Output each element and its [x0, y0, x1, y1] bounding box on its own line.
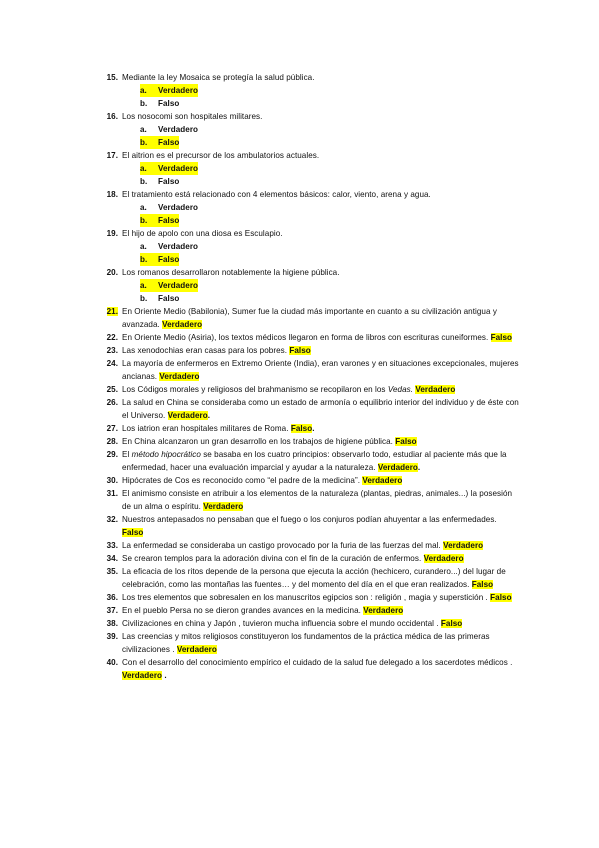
statement-number-text: 26.: [106, 398, 118, 407]
statement-row: [100, 305, 520, 331]
statement-number: [100, 565, 122, 591]
answer-highlight: Falso: [490, 593, 512, 602]
option-letter: a.: [140, 162, 158, 175]
statement-text-before: El: [122, 450, 132, 459]
statement-row: [100, 474, 520, 487]
statement-text: [122, 448, 520, 474]
question-row: [100, 227, 520, 240]
answer-highlight: Falso: [471, 580, 494, 589]
option-text: Verdadero: [158, 203, 199, 212]
question-number: 20.: [106, 268, 118, 277]
statement-text-body: El animismo consiste en atribuir a los elementos de la naturaleza (plantas, piedras, animales...) la posesión de un alma o espíritu.: [122, 489, 513, 511]
answer-highlight: Verdadero: [423, 554, 464, 563]
statement-row: [100, 448, 520, 474]
question-number: 19.: [106, 229, 118, 238]
statement-text-italic: Vedas.: [387, 385, 414, 394]
statement-row: [100, 513, 520, 539]
statement-number: [100, 435, 122, 448]
question-text: Mediante la ley Mosaica se protegía la salud pública.: [122, 73, 315, 82]
statement-text-italic: método hipocrático: [131, 450, 201, 459]
statement-text: [122, 357, 520, 383]
answer-option-a: [100, 279, 520, 292]
statement-number: [100, 344, 122, 357]
statement-row: [100, 591, 520, 604]
statement-number: [100, 630, 122, 656]
statement-number-text: 25.: [106, 385, 118, 394]
question-text: Los nosocomi son hospitales militares.: [122, 112, 263, 121]
answer-highlight: Verdadero: [167, 411, 208, 420]
statement-text-body: La mayoría de enfermeros en Extremo Oriente (India), eran varones y en situaciones excepcionales, mujeres ancianas.: [122, 359, 519, 381]
statement-text: [122, 591, 520, 604]
statement-number-text: 34.: [106, 554, 118, 563]
statement-number-text: 39.: [106, 632, 118, 641]
answer-highlight: Verdadero: [377, 463, 418, 472]
answer-option-a: [100, 162, 520, 175]
statement-number-text: 29.: [106, 450, 118, 459]
statement-text-body: En Oriente Medio (Babilonia), Sumer fue la ciudad más importante en cuanto a su civilización antigua y avanzada.: [122, 307, 497, 329]
answer-option-b: [100, 175, 520, 188]
answer-suffix: .: [312, 424, 315, 433]
question-number: 16.: [106, 112, 118, 121]
statement-text-after: se basaba en los cuatro principios: observarlo todo, estudiar al paciente más que la enfermedad, hacer una evaluación imparcial y ayudar a la naturaleza.: [122, 450, 507, 472]
answer-option-a: [100, 123, 520, 136]
statement-text: [122, 513, 520, 539]
statement-number-text: 33.: [106, 541, 118, 550]
statement-row: [100, 617, 520, 630]
answer-highlight: Falso: [440, 619, 463, 628]
statement-row: [100, 630, 520, 656]
option-text: Falso: [158, 138, 180, 147]
answer-highlight: Verdadero: [363, 606, 404, 615]
statement-text: [122, 617, 520, 630]
answer-highlight: Falso: [290, 424, 313, 433]
statement-number-text: 37.: [106, 606, 118, 615]
statement-text-body: Las xenodochias eran casas para los pobres.: [122, 346, 288, 355]
statement-row: [100, 604, 520, 617]
statement-number-text: 38.: [106, 619, 118, 628]
statement-text: [122, 344, 520, 357]
statement-number: [100, 396, 122, 422]
statement-row: [100, 552, 520, 565]
statement-number-text: 35.: [106, 567, 118, 576]
statement-number: [100, 305, 122, 331]
statement-number-text: 28.: [106, 437, 118, 446]
option-letter: a.: [140, 203, 147, 212]
option-letter: a.: [140, 125, 147, 134]
question-text: El hijo de apolo con una diosa es Esculapio.: [122, 229, 283, 238]
statement-number-text: 22.: [106, 333, 118, 342]
statement-row: [100, 422, 520, 435]
statement-row: [100, 435, 520, 448]
statement-number: [100, 331, 122, 344]
question-list: [100, 71, 520, 682]
statement-text: [122, 474, 520, 487]
answer-suffix: .: [207, 411, 211, 420]
answer-option-a: [100, 84, 520, 97]
statement-text-body: Nuestros antepasados no pensaban que el fuego o los conjuros podían ahuyentar a las enfermedades.: [122, 515, 497, 524]
statement-text-body: Se crearon templos para la adoración divina con el fin de la curación de enfermos.: [122, 554, 422, 563]
answer-highlight: Verdadero: [203, 502, 244, 511]
statement-number-text: 21.: [106, 307, 118, 316]
option-letter: a.: [140, 279, 158, 292]
option-text: Verdadero: [158, 281, 199, 290]
question-row: [100, 188, 520, 201]
statement-number: [100, 448, 122, 474]
answer-option-a: [100, 240, 520, 253]
statement-text-body: En Oriente Medio (Asiria), los textos médicos llegaron en forma de libros con escrituras cuneiformes.: [122, 333, 489, 342]
question-text: El aitrion es el precursor de los ambulatorios actuales.: [122, 151, 320, 160]
answer-option-b: [100, 292, 520, 305]
statement-text: [122, 656, 520, 682]
option-letter: b.: [140, 177, 148, 186]
option-text: Falso: [158, 255, 180, 264]
statement-text-body: En el pueblo Persa no se dieron grandes avances en la medicina.: [122, 606, 361, 615]
question-number: 17.: [106, 151, 118, 160]
option-text: Verdadero: [158, 242, 199, 251]
statement-text-before: Los Códigos morales y religiosos del brahmanismo se recopilaron en los: [122, 385, 388, 394]
statement-text: [122, 305, 520, 331]
answer-suffix: .: [162, 671, 167, 680]
statement-text: [122, 435, 520, 448]
answer-highlight: Falso: [289, 346, 311, 355]
statement-text-body: Las creencias y mitos religiosos constituyeron los fundamentos de la práctica médica de las primeras civilizaciones .: [122, 632, 490, 654]
statement-number: [100, 513, 122, 539]
option-text: Falso: [158, 216, 180, 225]
statement-text-body: La salud en China se consideraba como un estado de armonía o equilibrio interior del individuo y de éste con el Universo.: [122, 398, 519, 420]
answer-option-b: [100, 214, 520, 227]
option-text: Verdadero: [158, 86, 199, 95]
statement-text-body: La enfermedad se consideraba un castigo provocado por la furia de las fuerzas del mal.: [122, 541, 441, 550]
statement-text-body: En China alcanzaron un gran desarrollo en los trabajos de higiene pública.: [122, 437, 393, 446]
statement-text-body: Civilizaciones en china y Japón , tuvieron mucha influencia sobre el mundo occidental .: [122, 619, 439, 628]
answer-option-a: [100, 201, 520, 214]
statement-number: [100, 474, 122, 487]
answer-highlight: Falso: [395, 437, 417, 446]
statement-text-body: Hipócrates de Cos es reconocido como “el padre de la medicina”.: [122, 476, 360, 485]
statement-text: [122, 604, 520, 617]
option-text: Falso: [158, 294, 180, 303]
option-text: Verdadero: [158, 125, 199, 134]
question-text: Los romanos desarrollaron notablemente la higiene pública.: [122, 268, 340, 277]
statement-row: [100, 656, 520, 682]
answer-highlight: Verdadero: [362, 476, 403, 485]
statement-number: [100, 552, 122, 565]
statement-text: [122, 331, 520, 344]
statement-text-body: Los tres elementos que sobresalen en los manuscritos egipcios son : religión , magia y superstición .: [122, 593, 488, 602]
statement-number-text: 32.: [106, 515, 118, 524]
question-row: [100, 266, 520, 279]
statement-text: [122, 630, 520, 656]
option-text: Falso: [158, 99, 180, 108]
statement-number: [100, 591, 122, 604]
option-letter: a.: [140, 242, 147, 251]
option-text: Falso: [158, 177, 180, 186]
option-letter: b.: [140, 99, 148, 108]
statement-text: [122, 552, 520, 565]
statement-number-text: 24.: [106, 359, 118, 368]
question-number: 18.: [106, 190, 118, 199]
option-letter: b.: [140, 253, 158, 266]
answer-highlight: Verdadero: [159, 372, 200, 381]
answer-option-b: [100, 253, 520, 266]
answer-highlight: Verdadero: [443, 541, 484, 550]
statement-number: [100, 617, 122, 630]
answer-highlight: Verdadero: [162, 320, 203, 329]
statement-number: [100, 357, 122, 383]
answer-option-b: [100, 97, 520, 110]
statement-text: [122, 383, 520, 396]
statement-number-text: 23.: [106, 346, 118, 355]
statement-row: [100, 344, 520, 357]
statement-text: [122, 565, 520, 591]
option-text: Verdadero: [158, 164, 199, 173]
statement-row: [100, 396, 520, 422]
option-letter: b.: [140, 136, 158, 149]
answer-highlight: Falso: [490, 333, 512, 342]
option-letter: b.: [140, 294, 148, 303]
answer-highlight: Falso: [122, 528, 144, 537]
statement-number-text: 31.: [106, 489, 118, 498]
statement-number-text: 36.: [106, 593, 118, 602]
question-row: [100, 110, 520, 123]
statement-text: [122, 539, 520, 552]
statement-row: [100, 565, 520, 591]
statement-text-body: Con el desarrollo del conocimiento empírico el cuidado de la salud fue delegado a los sacerdotes médicos .: [122, 658, 513, 667]
statement-text: [122, 396, 520, 422]
option-letter: b.: [140, 214, 158, 227]
answer-highlight: Verdadero: [122, 671, 163, 680]
statement-row: [100, 539, 520, 552]
statement-row: [100, 331, 520, 344]
answer-highlight: Verdadero: [176, 645, 217, 654]
question-text: El tratamiento está relacionado con 4 elementos básicos: calor, viento, arena y agua.: [122, 190, 431, 199]
statement-row: [100, 357, 520, 383]
answer-suffix: .: [417, 463, 421, 472]
statement-number-text: 30.: [106, 476, 118, 485]
statement-number: [100, 604, 122, 617]
statement-row: [100, 487, 520, 513]
statement-number-text: 40.: [106, 658, 118, 667]
statement-number: [100, 383, 122, 396]
option-letter: a.: [140, 84, 158, 97]
statement-text-body: Los iatrion eran hospitales militares de Roma.: [122, 424, 289, 433]
statement-number-text: 27.: [106, 424, 118, 433]
statement-text-body: La eficacia de los ritos depende de la persona que ejecuta la acción (hechicero, curandero...) del lugar de celebración, como las montañas las fuentes… y del momento del día en el que eran realizados.: [122, 567, 506, 589]
statement-number: [100, 656, 122, 682]
answer-option-b: [100, 136, 520, 149]
question-number: 15.: [106, 73, 118, 82]
answer-highlight: Verdadero: [415, 385, 456, 394]
statement-row: [100, 383, 520, 396]
statement-number: [100, 539, 122, 552]
statement-text: [122, 422, 520, 435]
question-row: [100, 71, 520, 84]
statement-number: [100, 422, 122, 435]
statement-text: [122, 487, 520, 513]
question-row: [100, 149, 520, 162]
statement-number: [100, 487, 122, 513]
